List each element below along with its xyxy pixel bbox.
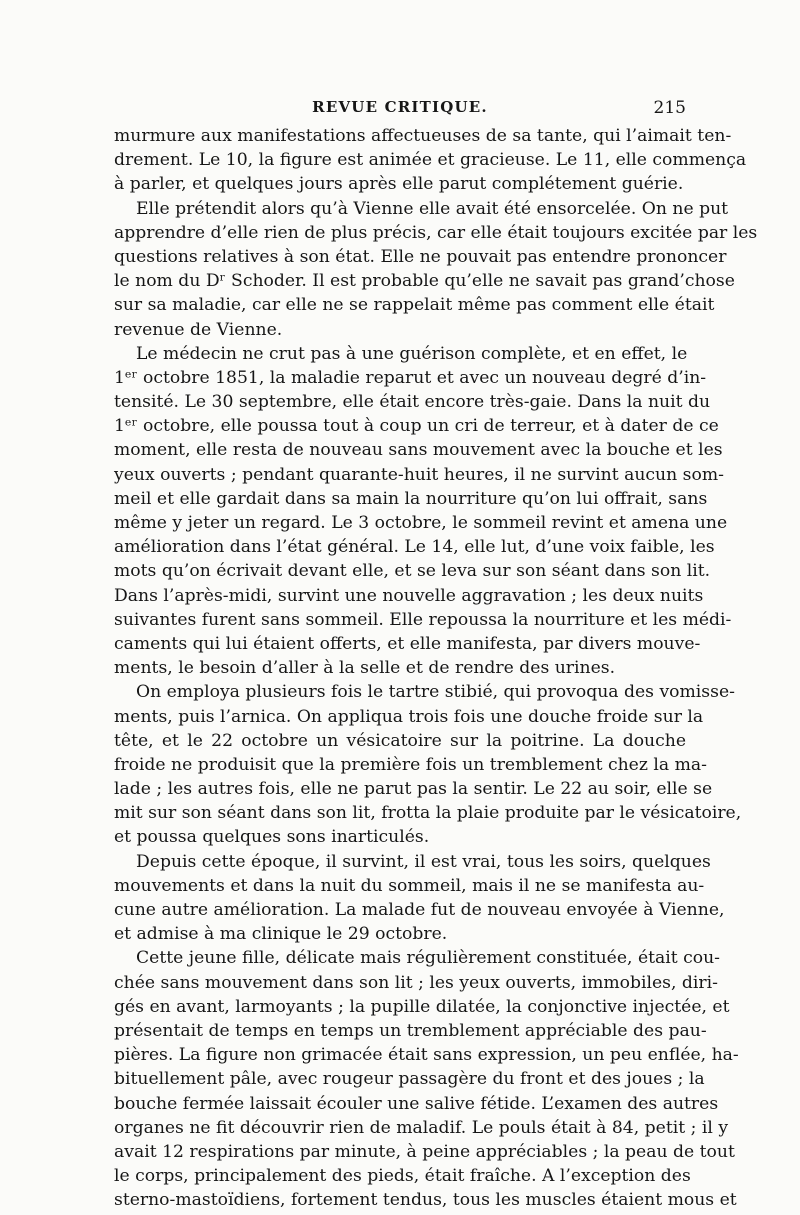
text-line: mouvements et dans la nuit du sommeil, mais il ne se manifesta au- <box>114 875 705 896</box>
text-line: sterno-mastoïdiens, fortement tendus, tous les muscles étaient mous et <box>114 1190 737 1211</box>
text-line: mots qu’on écrivait devant elle, et se leva sur son séant dans son lit. <box>114 561 711 582</box>
text-line: à parler, et quelques jours après elle parut complétement guérie. <box>114 174 684 195</box>
text-line: 1ᵉʳ octobre, elle poussa tout à coup un cri de terreur, et à dater de ce <box>114 416 719 437</box>
text-line: On employa plusieurs fois le tartre stibié, qui provoqua des vomisse- <box>136 682 735 703</box>
text-line: sur sa maladie, car elle ne se rappelait même pas comment elle était <box>114 295 715 316</box>
text-line: et admise à ma clinique le 29 octobre. <box>114 924 448 945</box>
text-line: moment, elle resta de nouveau sans mouvement avec la bouche et les <box>114 440 723 461</box>
text-line: suivantes furent sans sommeil. Elle repoussa la nourriture et les médi- <box>114 609 732 630</box>
text-line: questions relatives à son état. Elle ne pouvait pas entendre prononcer <box>114 246 727 267</box>
text-line: le corps, principalement des pieds, était fraîche. A l’exception des <box>114 1166 691 1187</box>
text-line: caments qui lui étaient offerts, et elle manifesta, par divers mouve- <box>114 633 701 654</box>
text-line: chée sans mouvement dans son lit ; les yeux ouverts, immobiles, diri- <box>114 972 718 993</box>
text-line: revenue de Vienne. <box>114 319 283 340</box>
text-line: drement. Le 10, la figure est animée et gracieuse. Le 11, elle commença <box>114 150 747 171</box>
text-line: et poussa quelques sons inarticulés. <box>114 827 430 848</box>
page-number: 215 <box>653 98 686 118</box>
text-line: 1ᵉʳ octobre 1851, la maladie reparut et avec un nouveau degré d’in- <box>114 367 707 388</box>
body-text <box>114 124 758 1212</box>
text-line: Dans l’après-midi, survint une nouvelle aggravation ; les deux nuits <box>114 585 704 606</box>
text-line: avait 12 respirations par minute, à peine appréciables ; la peau de tout <box>114 1141 735 1162</box>
text-line: pières. La figure non grimacée était sans expression, un peu enflée, ha- <box>114 1045 739 1066</box>
text-line: lade ; les autres fois, elle ne parut pas la sentir. Le 22 au soir, elle se <box>114 779 713 800</box>
text-line: bouche fermée laissait écouler une salive fétide. L’examen des autres <box>114 1093 719 1114</box>
text-line: murmure aux manifestations affectueuses de sa tante, qui l’aimait ten- <box>114 126 732 146</box>
text-line: meil et elle gardait dans sa main la nourriture qu’on lui offrait, sans <box>114 488 708 509</box>
text-line: apprendre d’elle rien de plus précis, car elle était toujours excitée par les <box>114 222 758 243</box>
text-line: ments, puis l’arnica. On appliqua trois fois une douche froide sur la <box>114 706 704 727</box>
text-line: gés en avant, larmoyants ; la pupille dilatée, la conjonctive injectée, et <box>114 996 730 1017</box>
text-line: mit sur son séant dans son lit, frotta la plaie produite par le vésicatoire, <box>114 803 742 824</box>
text-line: amélioration dans l’état général. Le 14, elle lut, d’une voix faible, les <box>114 537 715 558</box>
text-line: le nom du Dʳ Schoder. Il est probable qu’elle ne savait pas grand’chose <box>114 271 735 292</box>
text-line: Depuis cette époque, il survint, il est vrai, tous les soirs, quelques <box>136 851 711 872</box>
text-line: tensité. Le 30 septembre, elle était encore très-gaie. Dans la nuit du <box>114 392 711 413</box>
text-line: cune autre amélioration. La malade fut de nouveau envoyée à Vienne, <box>114 900 725 920</box>
text-line: ments, le besoin d’aller à la selle et de rendre des urines. <box>114 658 616 679</box>
text-line: Le médecin ne crut pas à une guérison complète, et en effet, le <box>136 343 688 364</box>
text-line: bituellement pâle, avec rougeur passagère du front et des joues ; la <box>114 1069 705 1090</box>
text-line: même y jeter un regard. Le 3 octobre, le sommeil revint et amena une <box>114 513 728 533</box>
running-head <box>114 98 686 120</box>
running-head-title: REVUE CRITIQUE. <box>312 98 488 116</box>
text-line: tête, et le 22 octobre un vésicatoire sur la poitrine. La douche <box>114 730 686 751</box>
text-line: froide ne produisit que la première fois un tremblement chez la ma- <box>114 754 707 775</box>
text-line: présentait de temps en temps un tremblement appréciable des pau- <box>114 1020 707 1041</box>
text-line: Elle prétendit alors qu’à Vienne elle avait été ensorcelée. On ne put <box>136 198 729 219</box>
text-line: yeux ouverts ; pendant quarante-huit heures, il ne survint aucun som- <box>114 464 724 485</box>
text-line: Cette jeune fille, délicate mais régulièrement constituée, était cou- <box>136 948 720 969</box>
text-line: organes ne fit découvrir rien de maladif. Le pouls était à 84, petit ; il y <box>114 1117 729 1138</box>
